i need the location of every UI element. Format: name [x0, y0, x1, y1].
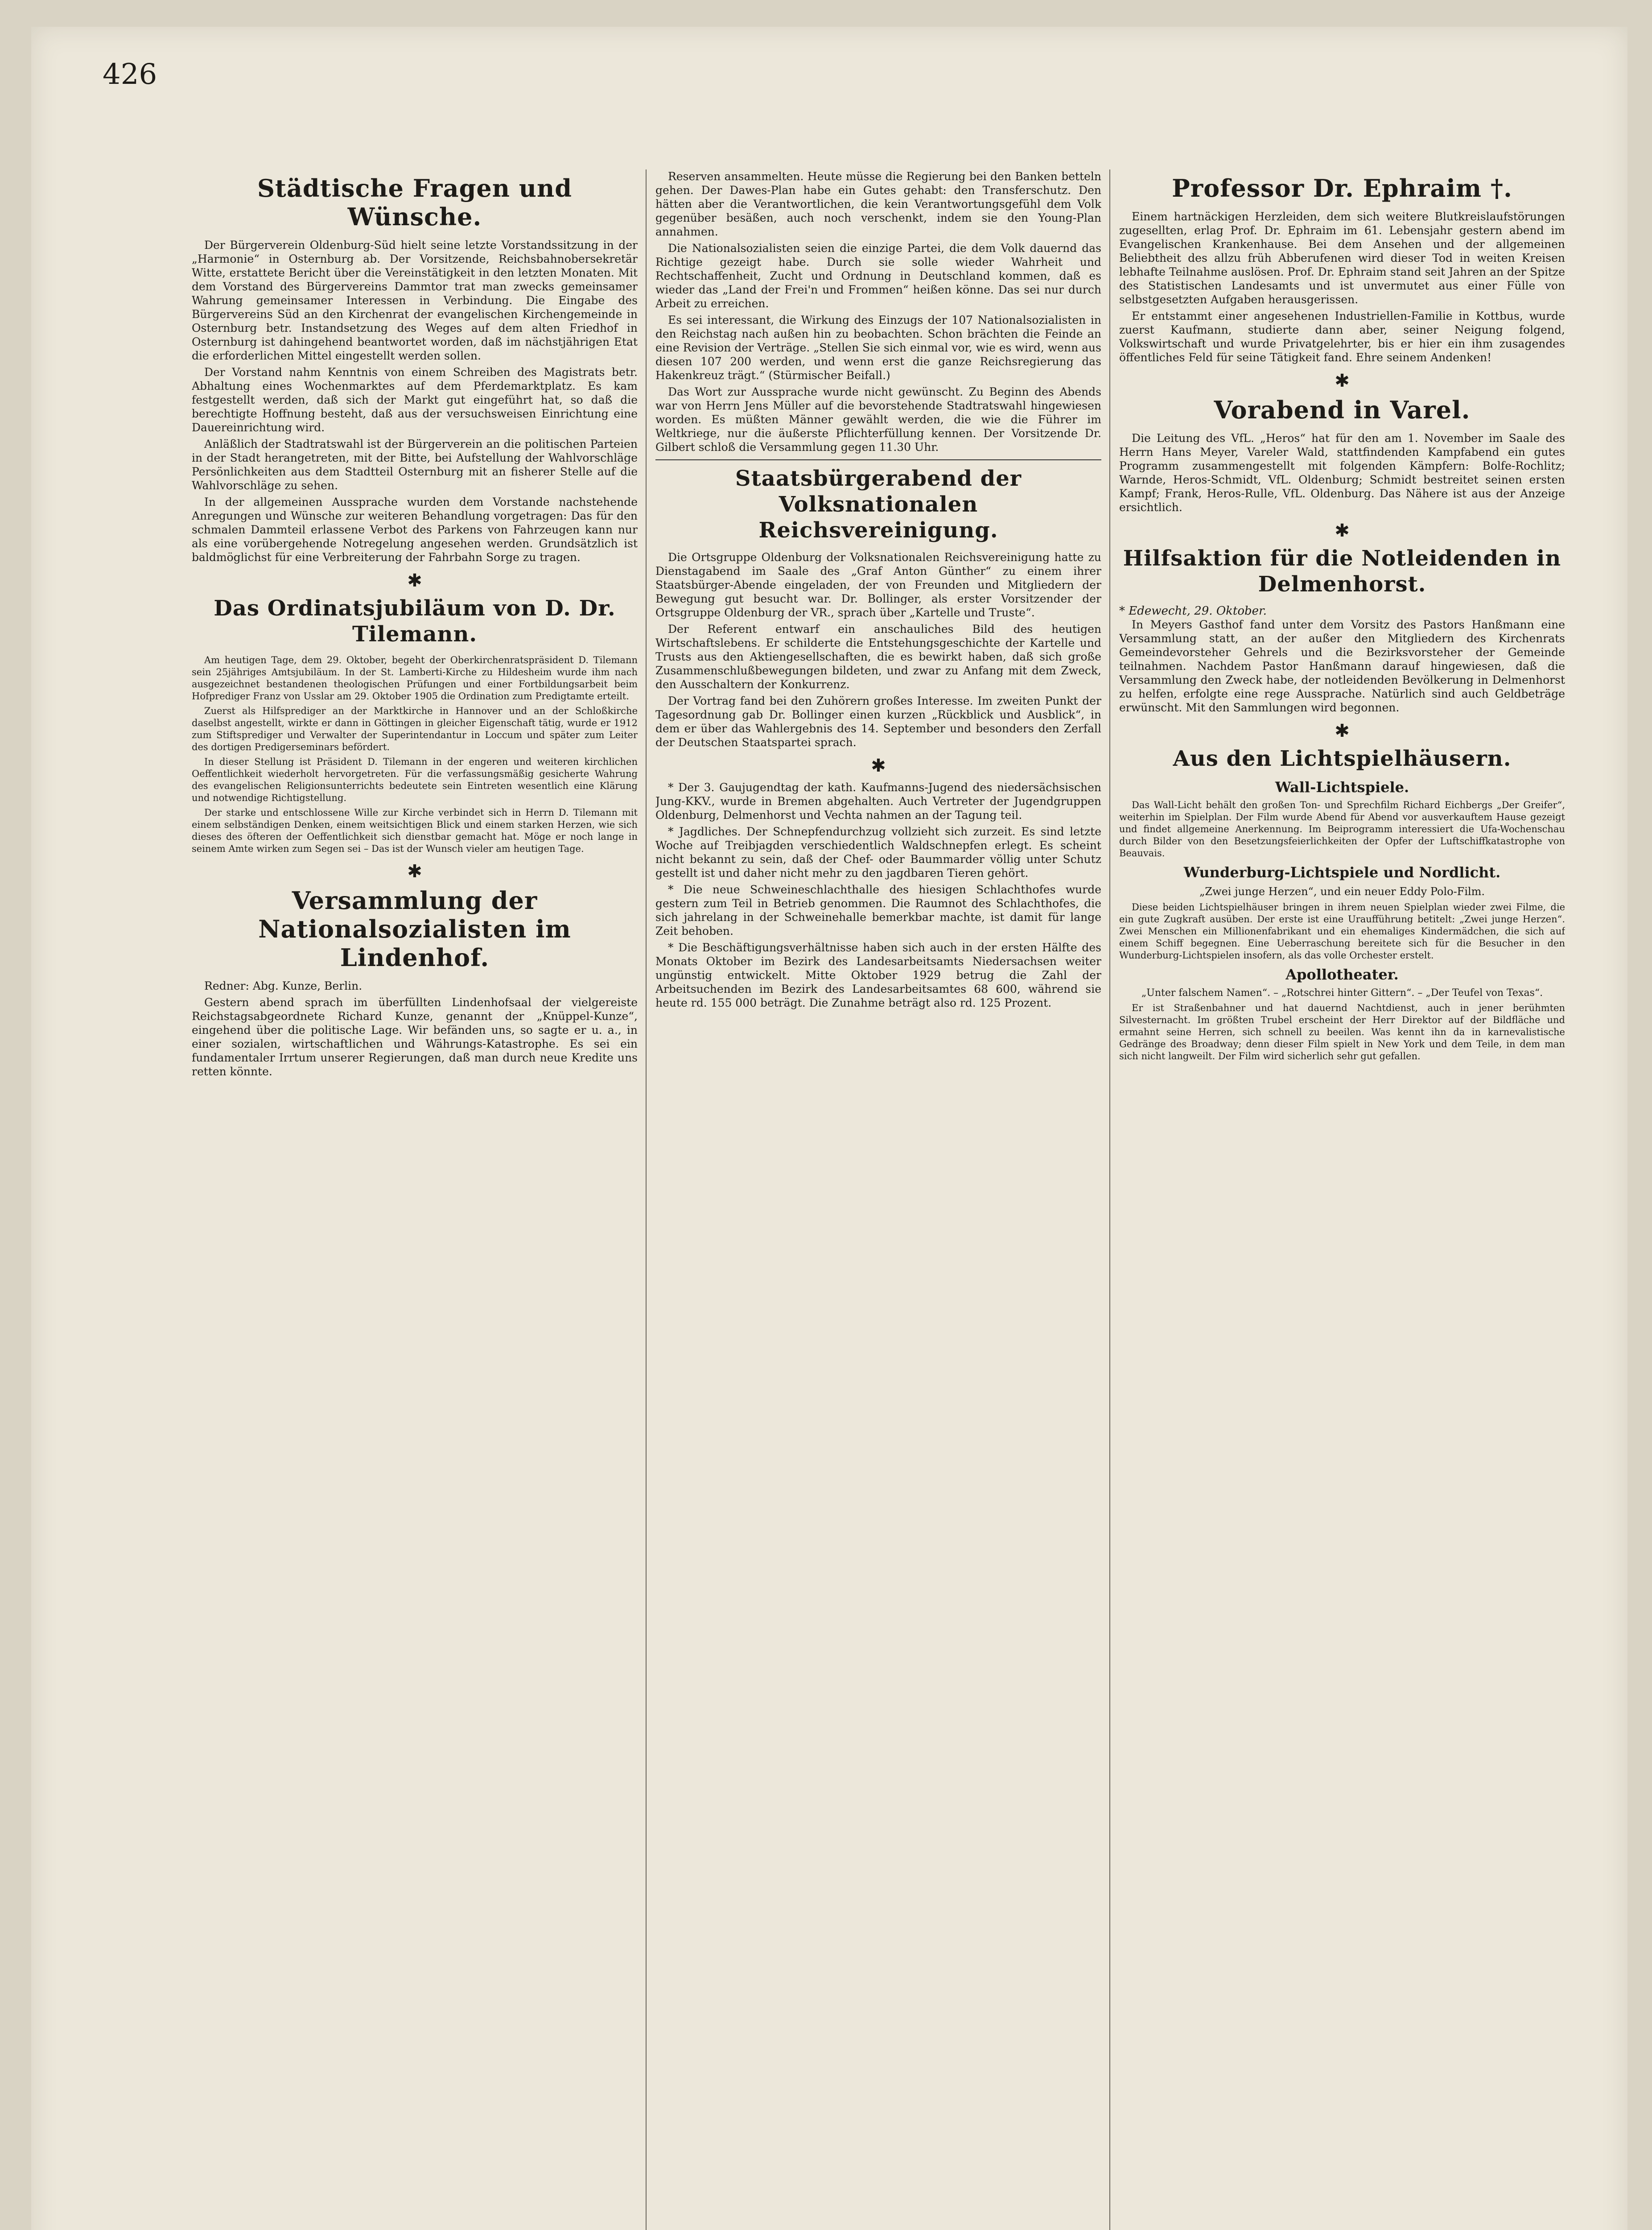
- article-paragraph: In dieser Stellung ist Präsident D. Tilemann in der engeren und weiteren kirchlichen Oeffentlichkeit wiederholt hervorgetreten. Für die verfassungsmäßig gesicherte Wahrung des evangelischen Religionsunterrichts bedeutete sein Eintreten wesentlich eine Klärung und notwendige Richtigstellung.: [192, 756, 638, 803]
- article-paragraph: Das Wall-Licht behält den großen Ton- und Sprechfilm Richard Eichbergs „Der Greifer“, weiterhin im Spielplan. Der Film wurde Abend für Abend vor ausverkauftem Hause gezeigt und findet allgemeine Anerkennung. Im Beiprogramm interessiert die Ufa-Wochenschau durch Bilder von den Besetzungsfeierlichkeiten der Opfer der Luftschiffkatastrophe von Beauvais.: [1119, 800, 1565, 859]
- article-headline: Vorabend in Varel.: [1214, 396, 1471, 424]
- column-right: [1119, 169, 1565, 2230]
- article-headline: Hilfsaktion für die Notleidenden in Delmenhorst.: [1123, 546, 1561, 597]
- article-paragraph: Der Bürgerverein Oldenburg-Süd hielt seine letzte Vorstandssitzung in der „Harmonie“ in Osternburg ab. Der Vorsitzende, Reichsbahnobersekretär Witte, erstattete Bericht über die Vereinstätigkeit in den letzten Monaten. Mit dem Vorstand des Bürgervereins Dammtor trat man zwecks gemeinsamer Wahrung gemeinsamer Interessen in Verbindung. Die Eingabe des Bürgervereins Süd an den Kirchenrat der evangelischen Kirchengemeinde in Osternburg betr. Instandsetzung des Weges auf dem alten Friedhof in Osternburg ist dahingehend beantwortet worden, daß im nächstjährigen Etat die erforderlichen Mittel eingestellt werden sollen.: [192, 239, 638, 362]
- page-number: 426: [103, 58, 157, 91]
- article-paragraph: Am heutigen Tage, dem 29. Oktober, begeht der Oberkirchenratspräsident D. Tilemann sein 25jähriges Amtsjubiläum. In der St. Lamberti-Kirche zu Hildesheim wurde ihm nach ausgezeichnet bestandenen theologischen Prüfungen und einer Fortbildungsarbeit beim Hofprediger Franz von Usslar am 29. Oktober 1905 die Ordination zum Predigtamte erteilt.: [192, 655, 638, 702]
- column-left: [192, 169, 638, 2230]
- column-rule: [646, 169, 647, 2230]
- article-paragraph: * Die neue Schweineschlachthalle des hiesigen Schlachthofes wurde gestern zum Teil in Betrieb genommen. Die Raumnot des Schlachthofes, die sich jahrelang in der Schweinehalle bemerkbar machte, ist damit für lange Zeit behoben.: [655, 883, 1101, 937]
- section-star-divider: ✱: [1335, 520, 1350, 541]
- section-rule: [655, 459, 1101, 460]
- newspaper-page: [31, 27, 1627, 2230]
- article-body: [1119, 901, 1565, 962]
- section-star-divider: ✱: [1335, 371, 1350, 391]
- article-paragraph: Die Leitung des VfL. „Heros“ hat für den am 1. November im Saale des Herrn Hans Meyer, Vareler Wald, stattfindenden Kampfabend ein gutes Programm zusammengestellt mit folgenden Kämpfern: Bolfe-Rochlitz; Warnde, Heros-Schmidt, VfL. Oldenburg; Schmidt bestreitet seinen ersten Kampf; Frank, Heros-Rulle, VfL. Oldenburg. Das Nähere ist aus der Anzeige ersichtlich.: [1119, 432, 1565, 514]
- section-star-divider: ✱: [871, 756, 886, 776]
- article-headline: Aus den Lichtspielhäusern.: [1173, 746, 1512, 771]
- article-body: [192, 654, 638, 855]
- article-paragraph: Der starke und entschlossene Wille zur Kirche verbindet sich in Herrn D. Tilemann mit einem selbständigen Denken, einem weitsichtigen Blick und einem starken Herzen, wie sich dieses des öfteren der Oeffentlichkeit sich dienstbar gemacht hat. Möge er noch lange in seinem Amte wirken zum Segen sei – Das ist der Wunsch vieler am heutigen Tage.: [192, 807, 638, 854]
- article-paragraph: Einem hartnäckigen Herzleiden, dem sich weitere Blutkreislaufstörungen zugesellten, erlag Prof. Dr. Ephraim im 61. Lebensjahr gestern abend im Evangelischen Krankenhause. Bei dem Ansehen und der allgemeinen Beliebtheit des allzu früh Abberufenen wird dieser Tod in weiten Kreisen lebhafte Teilnahme auslösen. Prof. Dr. Ephraim stand seit Jahren an der Spitze des Statistischen Landesamts und ist unvermutet aus einer Fülle von selbstgesetzten Aufgaben herausgerissen.: [1119, 210, 1565, 306]
- article-paragraph: Er entstammt einer angesehenen Industriellen-Familie in Kottbus, wurde zuerst Kaufmann, studierte dann aber, seiner Neigung folgend, Volkswirtschaft und wurde Privatgelehrter, bis er hier ein ihm zusagendes öffentliches Feld für seine Tätigkeit fand. Ehre seinem Andenken!: [1119, 310, 1565, 364]
- article-paragraph: Das Wort zur Aussprache wurde nicht gewünscht. Zu Beginn des Abends war von Herrn Jens Müller auf die bevorstehende Stadtratswahl hingewiesen worden. Es müßten Männer gewählt werden, die wie die Führer im Weltkriege, nur die äußerste Pflichterfüllung kennen. Der Vorsitzende Dr. Gilbert schloß die Versammlung gegen 11.30 Uhr.: [655, 385, 1101, 454]
- article-paragraph: * Jagdliches. Der Schnepfendurchzug vollzieht sich zurzeit. Es sind letzte Woche auf Treibjagden verschiedentlich Waldschnepfen erlegt. Es scheint nicht bekannt zu sein, daß der Chef- oder Baummarder völlig unter Schutz gestellt ist und daher nicht mehr zu den jagdbaren Tieren gehört.: [655, 825, 1101, 880]
- article-paragraph: Der Vortrag fand bei den Zuhörern großes Interesse. Im zweiten Punkt der Tagesordnung gab Dr. Bollinger einen kurzen „Rückblick und Ausblick“, in dem er über das Wahlergebnis des 14. September und besonders den Zerfall der Deutschen Staatspartei sprach.: [655, 694, 1101, 749]
- article-body: [1119, 799, 1565, 859]
- article-subheading: Wunderburg-Lichtspiele und Nordlicht.: [1183, 864, 1501, 881]
- article-paragraph: Die Ortsgruppe Oldenburg der Volksnationalen Reichsvereinigung hatte zu Dienstagabend im Saale des „Graf Anton Günther“ zu einem ihrer Staatsbürger-Abende eingeladen, der von Freunden und Mitgliedern der Bewegung gut besucht war. Dr. Bollinger, als erster Vorsitzender der Ortsgruppe Oldenburg der VR., sprach über „Kartelle und Truste“.: [655, 551, 1101, 619]
- article-paragraph: Er ist Straßenbahner und hat dauernd Nachtdienst, auch in jener berühmten Silvesternacht. Im größten Trubel erscheint der Herr Direktor auf der Bildfläche und ermahnt seine Herren, sich schnell zu beeilen. Was kennt ihn da in karnevalistische Gedränge des Broadway; denn dieser Film spielt in New York und dem Teile, in dem man sich nicht langweilt. Der Film wird sicherlich sehr gut gefallen.: [1119, 1003, 1565, 1061]
- article-body: [1119, 1002, 1565, 1062]
- article-subheading: „Unter falschem Namen“. – „Rotschrei hinter Gittern“. – „Der Teufel von Texas“.: [1141, 987, 1543, 999]
- article-byline: Redner: Abg. Kunze, Berlin.: [204, 979, 363, 992]
- article-dateline: * Edewecht, 29. Oktober.: [1119, 604, 1267, 618]
- column-rule: [1109, 169, 1110, 2230]
- article-paragraph: In Meyers Gasthof fand unter dem Vorsitz des Pastors Hanßmann eine Versammlung statt, an der außer den Mitgliedern des Kirchenrats Gemeindevorsteher Gehrels und die Bezirksvorsteher der Gemeinde teilnahmen. Nachdem Pastor Hanßmann darauf hingewiesen, daß die Versammlung den Zweck habe, der notleidenden Bevölkerung in Delmenhorst zu helfen, erfolgte eine rege Aussprache. Natürlich sind auch Geldbeträge erwünscht. Mit den Sammlungen wird begonnen.: [1119, 618, 1565, 714]
- article-paragraph: Reserven ansammelten. Heute müsse die Regierung bei den Banken betteln gehen. Der Dawes-Plan habe ein Gutes gehabt: den Transferschutz. Den hätten aber die Verantwortlichen, die kein Verantwortungsgefühl dem Volk gegenüber besäßen, auch noch verschenkt, indem sie den Young-Plan annahmen.: [655, 170, 1101, 238]
- article-headline: Professor Dr. Ephraim †.: [1172, 174, 1512, 202]
- article-paragraph: In der allgemeinen Aussprache wurden dem Vorstande nachstehende Anregungen und Wünsche zur weiteren Behandlung vorgetragen: Das für den schmalen Dammteil erlassene Verbot des Parkens von Fahrzeugen kann nur als eine vorübergehende Notregelung angesehen werden. Grundsätzlich ist baldmöglichst für eine Verbreiterung der Fahrbahn Sorge zu tragen.: [192, 496, 638, 564]
- column-middle: [655, 169, 1101, 2230]
- article-subheading: Apollotheater.: [1285, 966, 1399, 983]
- article-paragraph: Gestern abend sprach im überfüllten Lindenhofsaal der vielgereiste Reichstagsabgeordnete Richard Kunze, genannt der „Knüppel-Kunze“, eingehend über die politische Lage. Wir befänden uns, so sagte er u. a., in einer sozialen, wirtschaftlichen und Währungs-Katastrophe. Es sei ein fundamentaler Irrtum unserer Regierungen, daß man durch neue Kredite uns retten könnte.: [192, 996, 638, 1078]
- article-paragraph: Der Referent entwarf ein anschauliches Bild des heutigen Wirtschaftslebens. Er schilderte die Entstehungsgeschichte der Kartelle und Trusts aus den Aktiengesellschaften, die es bewirkt haben, daß sich große Zusammenschlußbewegungen bildeten, und zwar zu Anfang mit dem Zweck, den Ausschaltern der Konkurrenz.: [655, 623, 1101, 691]
- section-star-divider: ✱: [1335, 721, 1350, 741]
- article-paragraph: Der Vorstand nahm Kenntnis von einem Schreiben des Magistrats betr. Abhaltung eines Wochenmarktes auf dem Pferdemarktplatz. Es kam festgestellt werden, daß sich der Markt gut eingeführt hat, so daß die berechtigte Hoffnung besteht, daß aus der versuchsweisen Einrichtung eine Dauereinrichtung wird.: [192, 366, 638, 434]
- article-paragraph: Die Nationalsozialisten seien die einzige Partei, die dem Volk dauernd das Richtige gezeigt habe. Durch sie solle wieder Wahrheit und Rechtschaffenheit, Zucht und Ordnung in Deutschland kommen, daß es wieder das „Land der Frei'n und Frommen“ heißen könne. Das sei nur durch Arbeit zu erreichen.: [655, 242, 1101, 310]
- article-paragraph: Diese beiden Lichtspielhäuser bringen in ihrem neuen Spielplan wieder zwei Filme, die ein gute Zugkraft ausüben. Der erste ist eine Uraufführung betitelt: „Zwei junge Herzen“. Zwei Menschen ein Millionenfabrikant und ein ehemaliges Kindermädchen, die sich auf einem Schiff begegnen. Eine Ueberraschung bereitete sich für die Besucher in den Wunderburg-Lichtspielen insofern, als das volle Orchester erstelt.: [1119, 902, 1565, 961]
- article-paragraph: Es sei interessant, die Wirkung des Einzugs der 107 Nationalsozialisten in den Reichstag nach außen hin zu beobachten. Schon brächten die Feinde an eine Revision der Verträge. „Stellen Sie sich einmal vor, wie es wird, wenn aus diesen 107 200 werden, und wenn erst die ganze Reichsregierung das Hakenkreuz trägt.“ (Stürmischer Beifall.): [655, 314, 1101, 382]
- article-headline: Städtische Fragen und Wünsche.: [257, 174, 573, 231]
- section-star-divider: ✱: [407, 570, 422, 591]
- article-paragraph: * Der 3. Gaujugendtag der kath. Kaufmanns-Jugend des niedersächsischen Jung-KKV., wurde in Bremen abgehalten. Auch Vertreter der Jugendgruppen Oldenburg, Delmenhorst und Vechta nahmen an der Tagung teil.: [655, 781, 1101, 822]
- article-subheading: Wall-Lichtspiele.: [1275, 779, 1409, 796]
- section-star-divider: ✱: [407, 861, 422, 882]
- article-headline: Staatsbürgerabend der Volksnationalen Reichsvereinigung.: [735, 466, 1022, 543]
- article-subheading: „Zwei junge Herzen“, und ein neuer Eddy Polo-Film.: [1199, 885, 1485, 898]
- article-headline: Versammlung der Nationalsozialisten im Lindenhof.: [258, 886, 571, 972]
- article-paragraph: * Die Beschäftigungsverhältnisse haben sich auch in der ersten Hälfte des Monats Oktober im Bezirk des Landesarbeitsamts Niedersachsen weiter ungünstig entwickelt. Mitte Oktober 1929 betrug die Zahl der Arbeitsuchenden im Bezirk des Landesarbeitsamtes 68 600, während sie heute rd. 155 000 beträgt. Die Zunahme beträgt also rd. 125 Prozent.: [655, 941, 1101, 1009]
- article-paragraph: Anläßlich der Stadtratswahl ist der Bürgerverein an die politischen Parteien in der Stadt herangetreten, mit der Bitte, bei Aufstellung der Wahlvorschläge Persönlichkeiten aus dem Stadtteil Osternburg mit an fisherer Stelle auf die Wahlvorschläge zu sehen.: [192, 438, 638, 492]
- article-paragraph: Zuerst als Hilfsprediger an der Marktkirche in Hannover und an der Schloßkirche daselbst angestellt, wirkte er dann in Göttingen in gleicher Eigenschaft tätig, wurde er 1912 zum Stiftsprediger und Verwalter der Superintendantur in Loccum und später zum Leiter des dortigen Predigerseminars befördert.: [192, 706, 638, 752]
- article-headline: Das Ordinatsjubiläum von D. Dr. Tilemann.: [214, 596, 616, 647]
